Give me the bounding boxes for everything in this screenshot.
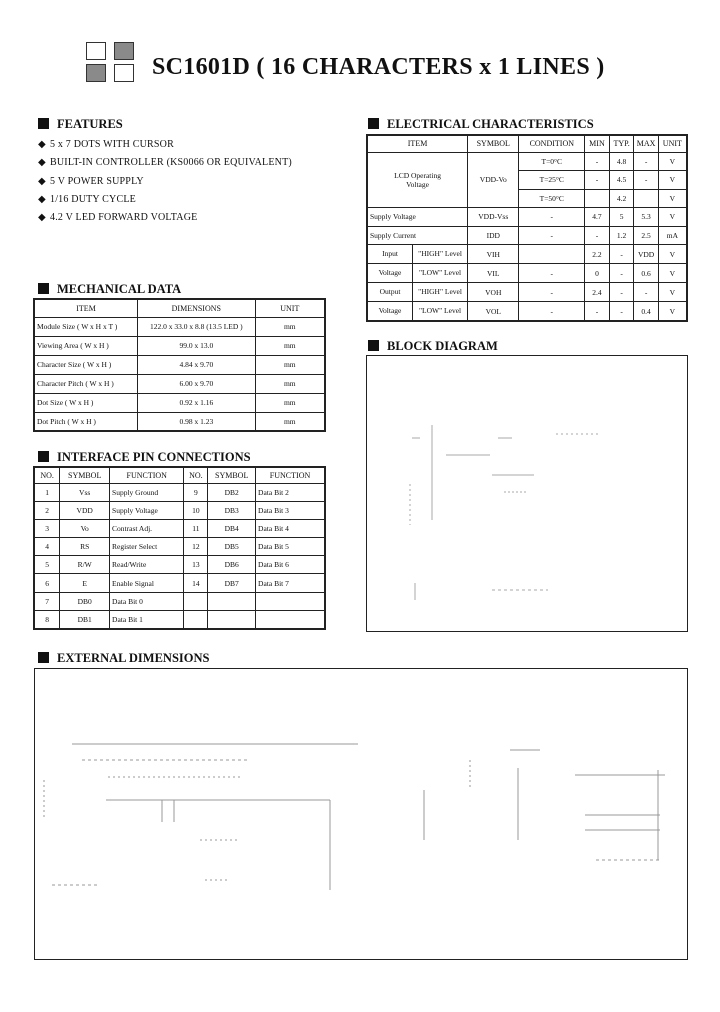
table-cell: mm <box>255 412 325 431</box>
table-cell: V <box>658 189 687 208</box>
table-cell: Vo <box>60 519 110 537</box>
feature-text: 5 x 7 DOTS WITH CURSOR <box>50 139 174 150</box>
table-cell: mA <box>658 226 687 245</box>
table-cell: 0.6 <box>634 264 658 283</box>
table-cell: 5 <box>34 556 60 574</box>
table-cell: - <box>585 302 610 322</box>
table-cell: - <box>519 226 585 245</box>
table-cell: - <box>519 264 585 283</box>
table-cell: 4.84 x 9.70 <box>138 355 256 374</box>
io-label: Voltage <box>368 302 413 320</box>
table-cell: DB6 <box>208 556 256 574</box>
table-cell: Data Bit 1 <box>110 610 184 628</box>
table-cell: RS <box>60 538 110 556</box>
table-cell: T=25°C <box>519 171 585 190</box>
table-cell: T=0°C <box>519 152 585 171</box>
io-level: "HIGH" Level <box>418 287 462 296</box>
table-cell: - <box>519 283 585 302</box>
table-cell: IDD <box>468 226 519 245</box>
table-cell: Register Select <box>110 538 184 556</box>
column-header: ITEM <box>34 299 138 317</box>
table-cell: 2.4 <box>585 283 610 302</box>
diamond-icon: ◆ <box>38 175 46 187</box>
table-cell: 1 <box>34 483 60 501</box>
table-cell: Dot Pitch ( W x H ) <box>34 412 138 431</box>
external-dimensions-heading-text: EXTERNAL DIMENSIONS <box>57 651 210 665</box>
table-cell: Module Size ( W x H x T ) <box>34 317 138 336</box>
lcd-label-2: Voltage <box>406 179 429 189</box>
table-cell: - <box>634 283 658 302</box>
table-cell: Supply Current <box>367 226 468 245</box>
feature-text: 4.2 V LED FORWARD VOLTAGE <box>50 212 198 224</box>
table-cell: Data Bit 7 <box>256 574 325 592</box>
table-cell: Viewing Area ( W x H ) <box>34 336 138 355</box>
table-cell: Character Size ( W x H ) <box>34 355 138 374</box>
table-cell: 4.7 <box>585 208 610 227</box>
column-header: TYP. <box>609 135 634 152</box>
table-cell: Character Pitch ( W x H ) <box>34 374 138 393</box>
table-cell: VDD <box>60 501 110 519</box>
table-cell: - <box>634 152 658 171</box>
table-cell: Data Bit 4 <box>256 519 325 537</box>
external-dimensions-drawing <box>44 744 665 890</box>
table-cell: Enable Signal <box>110 574 184 592</box>
table-cell: - <box>634 171 658 190</box>
table-cell: 0 <box>585 264 610 283</box>
table-cell: DB5 <box>208 538 256 556</box>
table-cell: VIH <box>468 245 519 264</box>
table-cell: 5 <box>609 208 634 227</box>
table-cell: - <box>519 302 585 322</box>
io-label: Input <box>368 245 413 263</box>
column-header: DIMENSIONS <box>138 299 256 317</box>
table-cell: 3 <box>34 519 60 537</box>
table-cell: 122.0 x 33.0 x 8.8 (13.5 LED ) <box>138 317 256 336</box>
table-cell: V <box>658 245 687 264</box>
column-header: CONDITION <box>519 135 585 152</box>
table-cell: Supply Voltage <box>367 208 468 227</box>
table-cell: 12 <box>184 538 208 556</box>
table-cell: Dot Size ( W x H ) <box>34 393 138 412</box>
table-cell: R/W <box>60 556 110 574</box>
table-cell: 4.2 <box>609 189 634 208</box>
table-cell: DB2 <box>208 483 256 501</box>
table-cell: - <box>585 171 610 190</box>
table-cell: Data Bit 6 <box>256 556 325 574</box>
table-cell: Supply Voltage <box>110 501 184 519</box>
table-cell: DB0 <box>60 592 110 610</box>
table-cell: E <box>60 574 110 592</box>
column-header: UNIT <box>658 135 687 152</box>
table-cell: 10 <box>184 501 208 519</box>
table-cell: VIL <box>468 264 519 283</box>
diamond-icon: ◆ <box>38 157 46 169</box>
mechanical-heading-text: MECHANICAL DATA <box>57 282 182 296</box>
table-cell: DB4 <box>208 519 256 537</box>
table-cell: 14 <box>184 574 208 592</box>
block-diagram-heading-text: BLOCK DIAGRAM <box>387 339 498 353</box>
column-header: SYMBOL <box>60 467 110 483</box>
table-cell: Contrast Adj. <box>110 519 184 537</box>
table-cell: 7 <box>34 592 60 610</box>
table-cell: mm <box>255 336 325 355</box>
table-cell: - <box>609 264 634 283</box>
column-header: SYMBOL <box>468 135 519 152</box>
column-header: NO. <box>34 467 60 483</box>
table-cell: 11 <box>184 519 208 537</box>
table-cell: 99.0 x 13.0 <box>138 336 256 355</box>
table-cell: 13 <box>184 556 208 574</box>
table-cell: Data Bit 0 <box>110 592 184 610</box>
table-cell: VDD <box>634 245 658 264</box>
table-cell: 2.5 <box>634 226 658 245</box>
table-cell: - <box>609 245 634 264</box>
table-cell: DB3 <box>208 501 256 519</box>
table-cell: V <box>658 283 687 302</box>
lcd-label-1: LCD Operating <box>394 170 441 180</box>
table-cell: V <box>658 302 687 322</box>
feature-text: 5 V POWER SUPPLY <box>50 175 144 187</box>
table-cell: 4.8 <box>609 152 634 171</box>
io-label: Voltage <box>368 264 413 282</box>
table-cell: V <box>658 208 687 227</box>
features-heading-text: FEATURES <box>57 117 123 131</box>
io-level: "LOW" Level <box>418 306 462 315</box>
diamond-icon: ◆ <box>38 139 46 150</box>
table-cell: VOL <box>468 302 519 322</box>
column-header: MAX <box>634 135 658 152</box>
table-cell: Data Bit 2 <box>256 483 325 501</box>
column-header: NO. <box>184 467 208 483</box>
table-cell: - <box>585 152 610 171</box>
table-cell: VDD-Vo <box>468 152 519 208</box>
io-label: Output <box>368 283 413 301</box>
table-cell: 6.00 x 9.70 <box>138 374 256 393</box>
table-cell: 1.2 <box>609 226 634 245</box>
table-cell: 5.3 <box>634 208 658 227</box>
block-diagram-drawing <box>410 425 598 600</box>
column-header: UNIT <box>255 299 325 317</box>
column-header: MIN <box>585 135 610 152</box>
table-cell: - <box>585 226 610 245</box>
table-cell: V <box>658 264 687 283</box>
table-cell: 9 <box>184 483 208 501</box>
column-header: ITEM <box>367 135 468 152</box>
table-cell: V <box>658 171 687 190</box>
table-cell: - <box>609 302 634 322</box>
table-cell: VDD-Vss <box>468 208 519 227</box>
column-header: SYMBOL <box>208 467 256 483</box>
table-cell: mm <box>255 355 325 374</box>
table-cell: Read/Write <box>110 556 184 574</box>
table-cell: T=50°C <box>519 189 585 208</box>
io-level: "HIGH" Level <box>418 249 462 258</box>
table-cell: 0.4 <box>634 302 658 322</box>
table-cell: mm <box>255 317 325 336</box>
table-cell: 0.98 x 1.23 <box>138 412 256 431</box>
table-cell: DB1 <box>60 610 110 628</box>
page-title: SC1601D ( 16 CHARACTERS x 1 LINES ) <box>152 54 605 80</box>
table-cell: 2.2 <box>585 245 610 264</box>
table-cell: 4 <box>34 538 60 556</box>
table-cell: mm <box>255 374 325 393</box>
interface-heading-text: INTERFACE PIN CONNECTIONS <box>57 450 251 464</box>
table-cell: - <box>519 208 585 227</box>
column-header: FUNCTION <box>256 467 325 483</box>
table-cell: DB7 <box>208 574 256 592</box>
diamond-icon: ◆ <box>38 193 46 205</box>
table-cell: 4.5 <box>609 171 634 190</box>
table-cell: 0.92 x 1.16 <box>138 393 256 412</box>
table-cell: 8 <box>34 610 60 628</box>
feature-text: 1/16 DUTY CYCLE <box>50 193 136 205</box>
diamond-icon: ◆ <box>38 212 46 224</box>
table-cell: Vss <box>60 483 110 501</box>
table-cell: mm <box>255 393 325 412</box>
table-cell: Data Bit 3 <box>256 501 325 519</box>
table-cell: Data Bit 5 <box>256 538 325 556</box>
table-cell: Supply Ground <box>110 483 184 501</box>
io-level: "LOW" Level <box>418 268 462 277</box>
table-cell: 2 <box>34 501 60 519</box>
table-cell: - <box>609 283 634 302</box>
column-header: FUNCTION <box>110 467 184 483</box>
table-cell: VOH <box>468 283 519 302</box>
table-cell: 6 <box>34 574 60 592</box>
table-cell: V <box>658 152 687 171</box>
electrical-heading-text: ELECTRICAL CHARACTERISTICS <box>387 117 594 131</box>
feature-text: BUILT-IN CONTROLLER (KS0066 OR EQUIVALENT) <box>50 157 292 169</box>
